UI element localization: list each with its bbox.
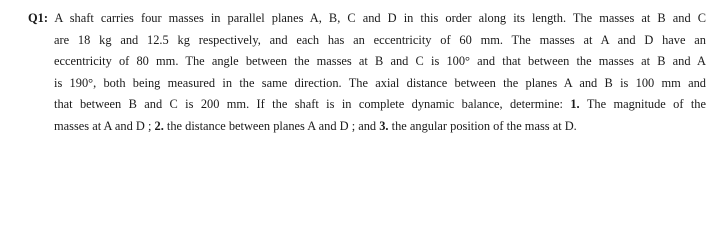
question-line-2: are 18 kg and 12.5 kg respectively, and each has an eccentricity of 60 mm. The masses at A and D have an <box>54 32 706 47</box>
question-line-5 <box>28 94 706 116</box>
question-line-1 <box>28 8 706 30</box>
part-3-text: the angular position of the mass at D. <box>391 118 577 133</box>
part-1-text: The magnitude of the <box>586 97 706 112</box>
part-2-text: the distance between planes A and D ; and <box>166 118 377 133</box>
question-line-6 <box>28 116 706 138</box>
part-1-number: 1. <box>570 97 580 112</box>
question-text <box>28 8 706 138</box>
question-line-3: eccentricity of 80 mm. The angle between the masses at B and C is 100° and that between the masses at B and A <box>54 54 706 69</box>
part-1-text-continued: masses at A and D ; <box>54 118 152 133</box>
question-line-5-text: that between B and C is 200 mm. If the shaft is in complete dynamic balance, determine: <box>54 97 563 112</box>
part-2-number: 2. <box>154 118 164 133</box>
question-line-1-text: A shaft carries four masses in parallel planes A, B, C and D in this order along its length. The masses at B and C <box>54 11 706 25</box>
question-number: Q1: <box>28 11 48 25</box>
part-3-number: 3. <box>379 118 389 133</box>
question-line-4: is 190°, both being measured in the same direction. The axial distance between the planes A and B is 100 mm and <box>54 75 706 90</box>
